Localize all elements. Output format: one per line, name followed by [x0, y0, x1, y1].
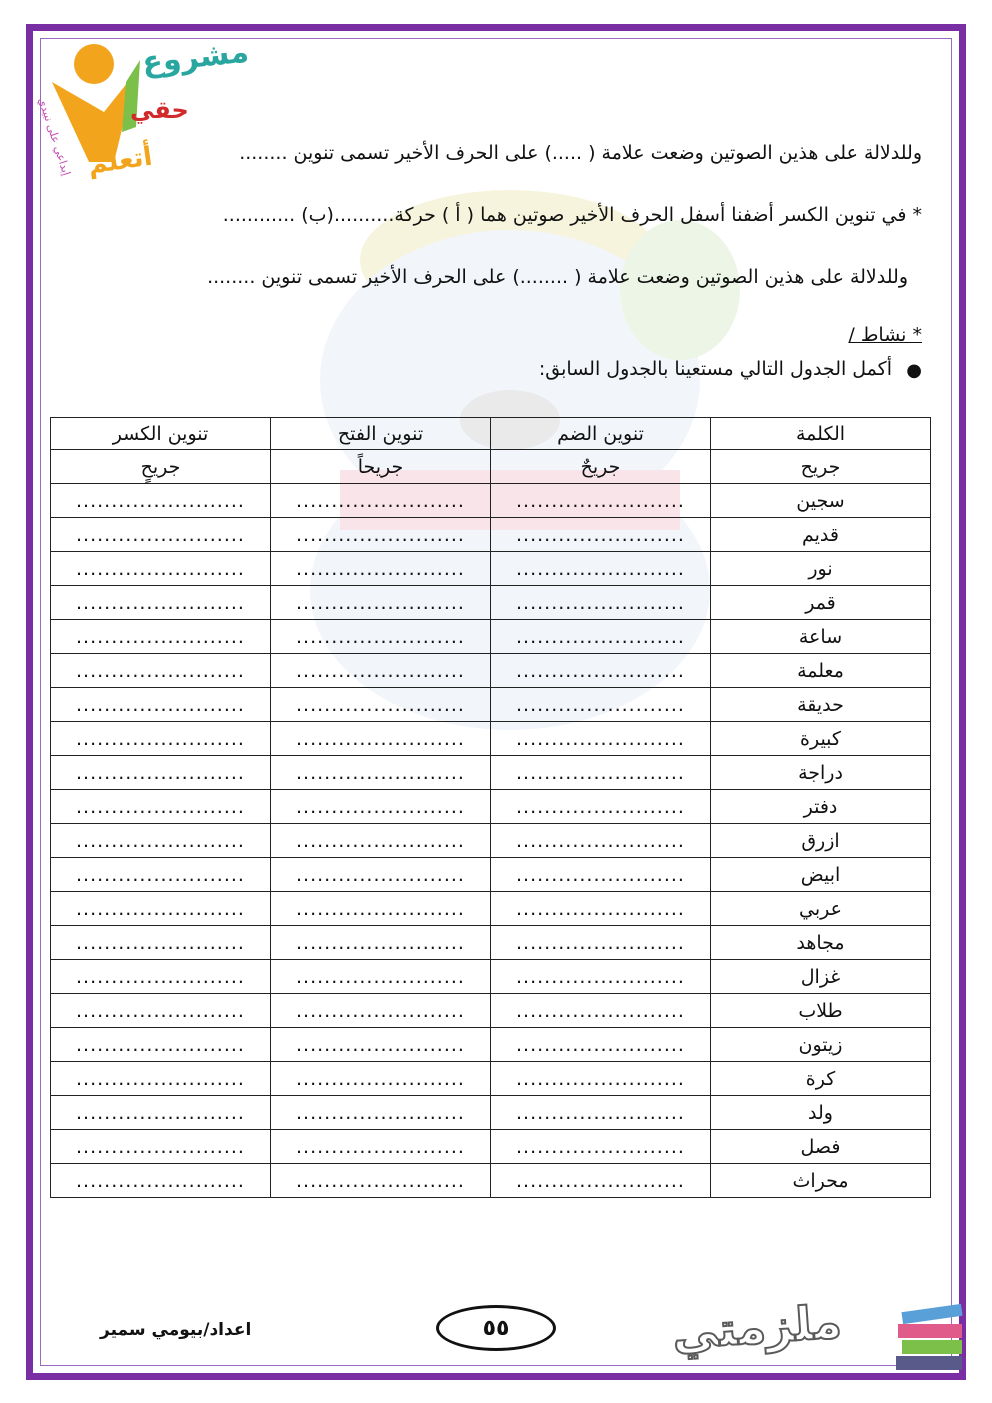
fatha-answer-cell[interactable]: ........................ [271, 586, 491, 620]
table-row [51, 518, 931, 552]
damma-answer-cell[interactable]: ........................ [491, 620, 711, 654]
damma-answer-cell[interactable]: ........................ [491, 790, 711, 824]
fatha-answer-cell[interactable]: ........................ [271, 994, 491, 1028]
table-row [51, 722, 931, 756]
fatha-answer-cell[interactable]: ........................ [271, 654, 491, 688]
damma-answer-cell[interactable]: ........................ [491, 654, 711, 688]
table-row [51, 1130, 931, 1164]
fatha-answer-cell[interactable]: ........................ [271, 1096, 491, 1130]
damma-answer-cell[interactable]: ........................ [491, 994, 711, 1028]
author-credit: اعداد/بيومي سمير [100, 1320, 252, 1340]
table-row [51, 688, 931, 722]
fatha-answer-cell[interactable]: ........................ [271, 756, 491, 790]
word-cell: نور [711, 552, 931, 586]
word-cell: فصل [711, 1130, 931, 1164]
brand-name: ملزمتي [670, 1294, 844, 1360]
damma-answer-cell[interactable]: ........................ [491, 552, 711, 586]
header-damma: تنوين الضم [491, 418, 711, 450]
example-kasra: جريحٍ [51, 450, 271, 484]
page-number: ٥٥ [436, 1305, 556, 1351]
kasra-answer-cell[interactable]: ........................ [51, 756, 271, 790]
table-row [51, 1028, 931, 1062]
table-row [51, 552, 931, 586]
fatha-answer-cell[interactable]: ........................ [271, 1062, 491, 1096]
fatha-answer-cell[interactable]: ........................ [271, 960, 491, 994]
table-row [51, 484, 931, 518]
logo-word-learn: أتعلم [86, 141, 155, 181]
fatha-answer-cell[interactable]: ........................ [271, 790, 491, 824]
damma-answer-cell[interactable]: ........................ [491, 518, 711, 552]
kasra-answer-cell[interactable]: ........................ [51, 994, 271, 1028]
damma-answer-cell[interactable]: ........................ [491, 1028, 711, 1062]
kasra-answer-cell[interactable]: ........................ [51, 1028, 271, 1062]
kasra-answer-cell[interactable]: ........................ [51, 586, 271, 620]
table-row [51, 756, 931, 790]
kasra-answer-cell[interactable]: ........................ [51, 1130, 271, 1164]
word-cell: زيتون [711, 1028, 931, 1062]
fatha-answer-cell[interactable]: ........................ [271, 824, 491, 858]
table-row [51, 892, 931, 926]
logo-side-text: إبداعي على نبيدي [35, 96, 74, 178]
kasra-answer-cell[interactable]: ........................ [51, 654, 271, 688]
word-cell: قديم [711, 518, 931, 552]
word-cell: عربي [711, 892, 931, 926]
kasra-answer-cell[interactable]: ........................ [51, 518, 271, 552]
damma-answer-cell[interactable]: ........................ [491, 1130, 711, 1164]
damma-answer-cell[interactable]: ........................ [491, 1164, 711, 1198]
fatha-answer-cell[interactable]: ........................ [271, 1164, 491, 1198]
example-word: جريح [711, 450, 931, 484]
kasra-answer-cell[interactable]: ........................ [51, 824, 271, 858]
paragraph-line-2: * في تنوين الكسر أضفنا أسفل الحرف الأخير صوتين هما ( أ ) حركة..........(ب) ............ [222, 204, 922, 226]
fatha-answer-cell[interactable]: ........................ [271, 552, 491, 586]
word-cell: مجاهد [711, 926, 931, 960]
table-row [51, 790, 931, 824]
table-row [51, 858, 931, 892]
word-cell: غزال [711, 960, 931, 994]
example-damma: جريحٌ [491, 450, 711, 484]
kasra-answer-cell[interactable]: ........................ [51, 484, 271, 518]
fatha-answer-cell[interactable]: ........................ [271, 484, 491, 518]
header-word: الكلمة [711, 418, 931, 450]
fatha-answer-cell[interactable]: ........................ [271, 1130, 491, 1164]
kasra-answer-cell[interactable]: ........................ [51, 722, 271, 756]
activity-title: * نشاط / [848, 324, 922, 346]
kasra-answer-cell[interactable]: ........................ [51, 1062, 271, 1096]
word-cell: كرة [711, 1062, 931, 1096]
kasra-answer-cell[interactable]: ........................ [51, 790, 271, 824]
word-cell: دراجة [711, 756, 931, 790]
fatha-answer-cell[interactable]: ........................ [271, 688, 491, 722]
header-fatha: تنوين الفتح [271, 418, 491, 450]
word-cell: حديقة [711, 688, 931, 722]
kasra-answer-cell[interactable]: ........................ [51, 552, 271, 586]
table-row [51, 1096, 931, 1130]
kasra-answer-cell[interactable]: ........................ [51, 926, 271, 960]
table-row [51, 654, 931, 688]
damma-answer-cell[interactable]: ........................ [491, 756, 711, 790]
word-cell: ساعة [711, 620, 931, 654]
fatha-answer-cell[interactable]: ........................ [271, 858, 491, 892]
damma-answer-cell[interactable]: ........................ [491, 1062, 711, 1096]
damma-answer-cell[interactable]: ........................ [491, 586, 711, 620]
table-row [51, 824, 931, 858]
tanween-table [50, 417, 931, 1198]
damma-answer-cell[interactable]: ........................ [491, 960, 711, 994]
fatha-answer-cell[interactable]: ........................ [271, 892, 491, 926]
activity-instruction: أكمل الجدول التالي مستعينا بالجدول السابق: [538, 358, 892, 380]
damma-answer-cell[interactable]: ........................ [491, 1096, 711, 1130]
fatha-answer-cell[interactable]: ........................ [271, 1028, 491, 1062]
kasra-answer-cell[interactable]: ........................ [51, 620, 271, 654]
table-row [51, 960, 931, 994]
kasra-answer-cell[interactable]: ........................ [51, 1164, 271, 1198]
damma-answer-cell[interactable]: ........................ [491, 926, 711, 960]
table-header-row [51, 418, 931, 450]
example-fatha: جريحاً [271, 450, 491, 484]
table-row [51, 620, 931, 654]
table-row [51, 994, 931, 1028]
word-cell: قمر [711, 586, 931, 620]
logo-word-right: حقي [130, 96, 189, 124]
table-row [51, 926, 931, 960]
word-cell: طلاب [711, 994, 931, 1028]
word-cell: معلمة [711, 654, 931, 688]
kasra-answer-cell[interactable]: ........................ [51, 892, 271, 926]
word-cell: دفتر [711, 790, 931, 824]
word-cell: محراث [711, 1164, 931, 1198]
kasra-answer-cell[interactable]: ........................ [51, 1096, 271, 1130]
word-cell: كبيرة [711, 722, 931, 756]
damma-answer-cell[interactable]: ........................ [491, 858, 711, 892]
fatha-answer-cell[interactable]: ........................ [271, 518, 491, 552]
table-example-row [51, 450, 931, 484]
damma-answer-cell[interactable]: ........................ [491, 892, 711, 926]
word-cell: ازرق [711, 824, 931, 858]
damma-answer-cell[interactable]: ........................ [491, 824, 711, 858]
fatha-answer-cell[interactable]: ........................ [271, 620, 491, 654]
paragraph-line-3: وللدلالة على هذين الصوتين وضعت علامة ( ........) على الحرف الأخير تسمى تنوين ........ [207, 266, 908, 288]
damma-answer-cell[interactable]: ........................ [491, 688, 711, 722]
kasra-answer-cell[interactable]: ........................ [51, 688, 271, 722]
fatha-answer-cell[interactable]: ........................ [271, 722, 491, 756]
kasra-answer-cell[interactable]: ........................ [51, 858, 271, 892]
damma-answer-cell[interactable]: ........................ [491, 484, 711, 518]
damma-answer-cell[interactable]: ........................ [491, 722, 711, 756]
table-row [51, 1164, 931, 1198]
kasra-answer-cell[interactable]: ........................ [51, 960, 271, 994]
word-cell: سجين [711, 484, 931, 518]
word-cell: ابيض [711, 858, 931, 892]
logo-word-project: مشروع [140, 34, 251, 81]
bullet-icon: ● [906, 360, 922, 381]
fatha-answer-cell[interactable]: ........................ [271, 926, 491, 960]
header-kasra: تنوين الكسر [51, 418, 271, 450]
paragraph-line-1: وللدلالة على هذين الصوتين وضعت علامة ( .....) على الحرف الأخير تسمى تنوين ........ [239, 142, 922, 164]
table-row [51, 1062, 931, 1096]
word-cell: ولد [711, 1096, 931, 1130]
table-row [51, 586, 931, 620]
